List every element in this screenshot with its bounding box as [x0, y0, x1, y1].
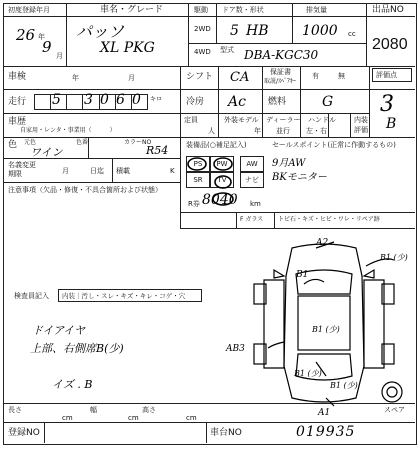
- warranty-have: 有: [312, 72, 319, 80]
- damage-mark: B1 (少): [294, 369, 322, 378]
- mileage-label: 走行: [8, 97, 27, 107]
- odometer-digit: 0: [100, 92, 109, 108]
- rule: [188, 43, 366, 44]
- odometer-digit: 3: [84, 92, 93, 108]
- grade: XL PKG: [100, 40, 155, 56]
- lot-label: 出品NO: [372, 5, 404, 15]
- capacity-label: 定員: [184, 116, 198, 124]
- rule: [300, 66, 301, 137]
- inspector-categories: 内装｜汚し・スレ・キズ・キレ・コゲ・穴: [62, 292, 186, 300]
- model-code: DBA-KGC30: [244, 48, 319, 62]
- width-label: 幅: [90, 406, 97, 414]
- note-line: 上部、右側席B(少): [30, 342, 124, 355]
- sales-point-item: 9月AW: [272, 158, 306, 169]
- equipment-cell: PW: [210, 156, 234, 172]
- length-label: 長さ: [8, 406, 22, 414]
- first-reg-label: 初度登録年月: [8, 6, 50, 14]
- sales-point-title: セールスポイント(正常に作動するもの): [272, 141, 396, 149]
- warranty-label: 保証書: [270, 68, 291, 76]
- ac-value: Ac: [228, 94, 246, 110]
- rule: [206, 422, 207, 443]
- glass-legend: トビ石・キズ・ヒビ・ワレ・リペア跡: [278, 216, 380, 223]
- rule: [366, 3, 367, 66]
- damage-mark: AB3: [226, 344, 245, 354]
- warranty-none: 無: [338, 72, 345, 80]
- history-label: 車歴: [8, 117, 27, 127]
- drive-label: 駆動: [194, 6, 208, 14]
- color-original-label: 元色: [24, 139, 37, 146]
- score-value: 3: [380, 92, 394, 117]
- shaken-label: 車検: [8, 72, 27, 82]
- fuel-value: G: [322, 94, 334, 110]
- r-ticket-label: R券: [188, 200, 200, 208]
- damage-mark: B1: [296, 270, 309, 280]
- rule: [3, 66, 415, 67]
- rule: [262, 66, 263, 137]
- body-type: HB: [246, 23, 269, 39]
- door-count: 5: [230, 23, 239, 39]
- rule: [292, 3, 293, 43]
- shaken-year-unit: 年: [72, 74, 79, 82]
- rule: [3, 113, 369, 114]
- fuel-label: 燃料: [268, 97, 287, 107]
- rule: [216, 3, 217, 43]
- ac-label: 冷房: [186, 97, 205, 107]
- cc-unit: cc: [348, 30, 356, 38]
- color-value: ワイン: [30, 146, 63, 159]
- equipment-cell: TV: [210, 172, 234, 188]
- rule: [3, 89, 415, 90]
- rule: [350, 113, 351, 137]
- rule: [112, 158, 113, 182]
- color-plate-label: 色番: [76, 139, 89, 146]
- history-sub: 自家用・レンタ・事業用（ ）: [20, 127, 116, 134]
- rule: [44, 422, 45, 443]
- reg-year: 26: [16, 26, 36, 44]
- door-label: ドア数・形状: [222, 6, 264, 14]
- reg-no-label: 登録NO: [8, 428, 40, 438]
- rule: [180, 228, 415, 229]
- color-no: R54: [146, 144, 169, 157]
- shift-label: シフト: [186, 72, 214, 82]
- r-ticket-value: 8040: [202, 192, 238, 208]
- name-change-label: 名義変更: [8, 161, 36, 169]
- equipment-cell: SR: [186, 172, 210, 188]
- drive-2wd: 2WD: [194, 25, 211, 33]
- inspector-label: 検査員記入: [14, 292, 49, 300]
- interior-label: 内装: [354, 116, 368, 124]
- model-grade-label: 車名・グレード: [100, 5, 164, 15]
- rule: [66, 3, 67, 66]
- color-no-label: カラーNO: [124, 139, 152, 146]
- rule: [3, 182, 180, 183]
- lot-number: 2080: [372, 36, 408, 53]
- interior-sub: 評価: [354, 126, 368, 134]
- rule: [88, 137, 89, 158]
- odometer-digit: 5: [52, 92, 61, 108]
- odometer-digit: 0: [132, 92, 141, 108]
- spare-label: スペア: [384, 406, 405, 414]
- warranty-sub: 取説/ｽﾍﾟｱｷｰ: [264, 78, 297, 85]
- damage-mark: B1 (少): [330, 381, 358, 390]
- model-type-label: 型式: [220, 46, 234, 54]
- deadline-day: 日迄: [90, 167, 104, 175]
- mileage-unit: キロ: [150, 96, 163, 103]
- rule: [3, 16, 366, 17]
- rule: [3, 422, 415, 423]
- shaken-month-unit: 月: [128, 74, 135, 82]
- damage-mark: A1: [318, 408, 331, 418]
- reg-month: 9: [42, 38, 52, 56]
- note-line: イズ . B: [52, 378, 93, 391]
- height-unit: cm: [186, 414, 197, 422]
- score-label: 評価点: [376, 71, 397, 79]
- chassis-number: 019935: [296, 424, 356, 440]
- rule: [274, 212, 275, 228]
- rule: [218, 66, 219, 137]
- glass-label: F ガラス: [240, 216, 264, 223]
- height-label: 高さ: [142, 406, 156, 414]
- deadline-label: 期限: [8, 170, 22, 178]
- damage-mark: B1 (少): [380, 253, 408, 262]
- width-unit: cm: [128, 414, 139, 422]
- damage-mark: B1 (少): [312, 325, 340, 334]
- car-name: パッソ: [76, 22, 125, 41]
- reg-year-unit: 年: [38, 33, 45, 41]
- loading-unit: K: [170, 167, 175, 175]
- handle-sub: 左・右: [306, 127, 327, 135]
- exterior-model-unit: 年: [254, 127, 261, 135]
- displacement-value: 1000: [302, 23, 338, 39]
- rule: [188, 3, 189, 66]
- note-line: ドイアイヤ: [32, 324, 86, 337]
- interior-value: B: [386, 116, 397, 132]
- odometer-digit: 6: [116, 92, 125, 108]
- rule: [366, 16, 415, 17]
- handle-label: ハンドル: [308, 116, 336, 124]
- odometer-cell: [35, 95, 50, 109]
- exterior-model-label: 外装モデル: [224, 116, 259, 124]
- notes-title: 注意事項（欠品・修復・不具合箇所および状態）: [8, 186, 162, 194]
- equipment-circles: [180, 137, 270, 217]
- capacity-unit: 人: [208, 127, 215, 135]
- displacement-label: 排気量: [306, 6, 327, 14]
- r-ticket-unit: km: [250, 200, 261, 208]
- loading-label: 積載: [116, 167, 130, 175]
- drive-4wd: 4WD: [194, 48, 211, 56]
- reg-month-unit: 月: [56, 52, 63, 60]
- equipment-cell: AW: [240, 156, 264, 172]
- rule: [369, 66, 370, 137]
- damage-mark: A2: [316, 238, 329, 248]
- odometer-cell: [66, 95, 82, 109]
- dealer-label: ディーラー: [266, 116, 301, 124]
- deadline-month: 月: [62, 167, 69, 175]
- dealer-sub: 並行: [276, 127, 290, 135]
- color-label: 色: [8, 140, 18, 150]
- length-unit: cm: [62, 414, 73, 422]
- equipment-cell: PS: [186, 156, 210, 172]
- chassis-label: 車台NO: [210, 428, 242, 438]
- shift-value: CA: [230, 70, 250, 85]
- equipment-title: 装備品(○補足記入): [186, 141, 247, 149]
- equipment-cell: ナビ: [240, 172, 264, 188]
- sales-point-item: BKモニター: [272, 172, 327, 183]
